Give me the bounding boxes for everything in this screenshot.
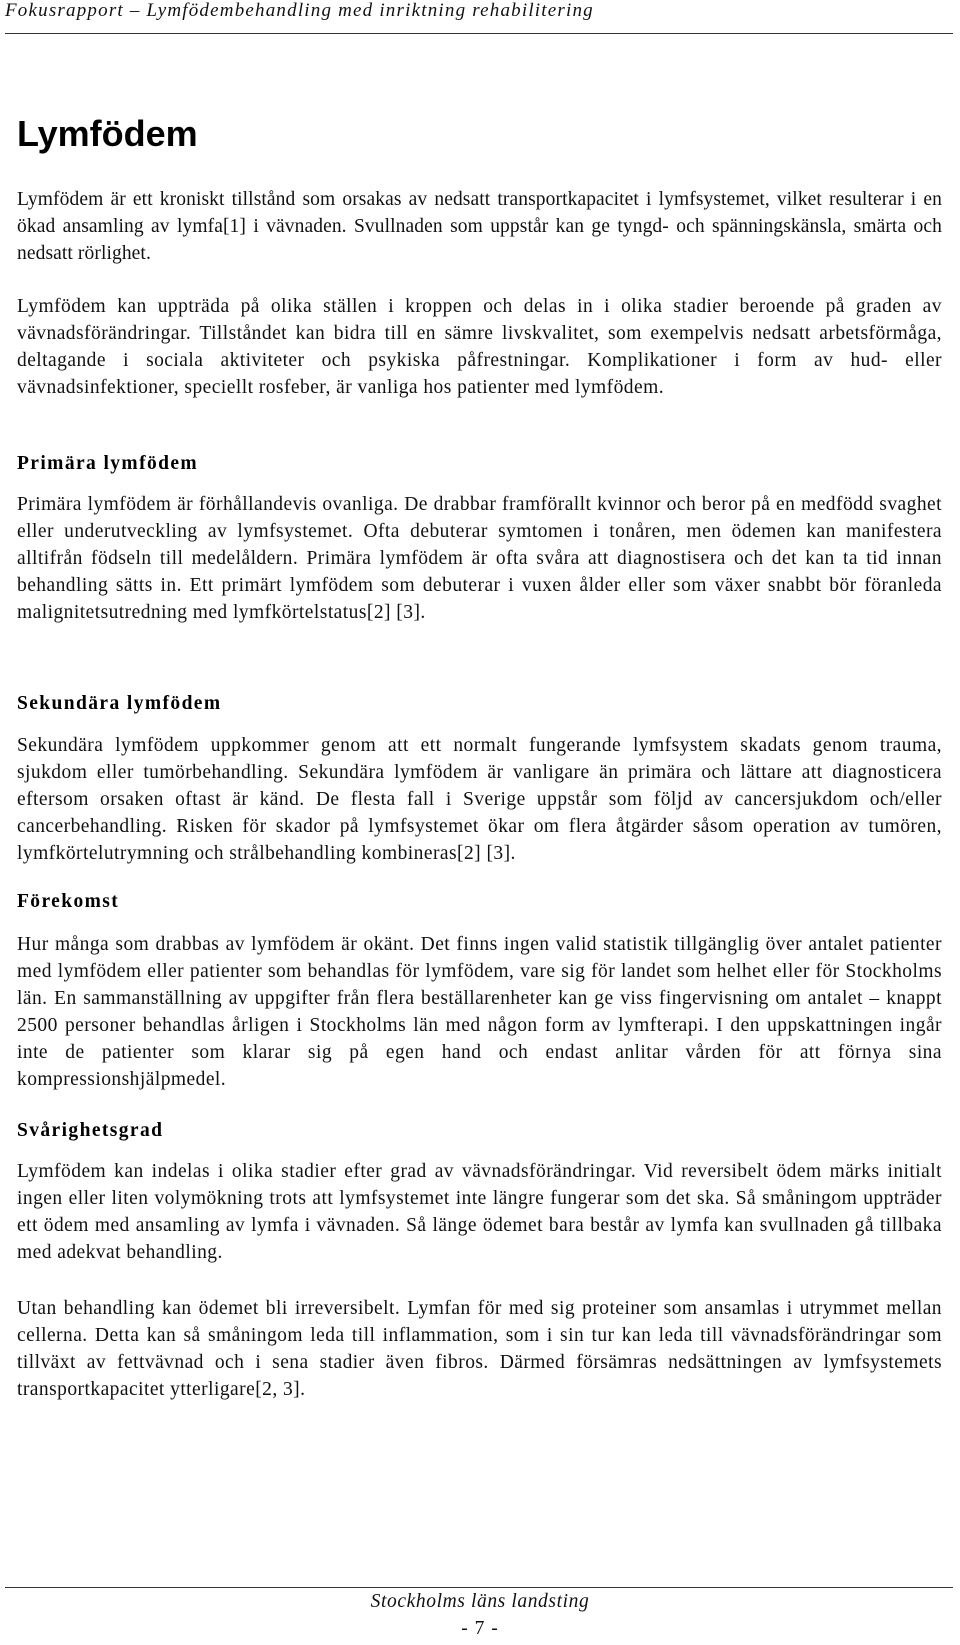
intro-paragraph-1: Lymfödem är ett kroniskt tillstånd som orsakas av nedsatt transportkapacitet i lymfsystemet, vilket resulterar i en ökad ansamling av lymfa[1] i vävnaden. Svullnaden som uppstår kan ge tyngd- och spänningskänsla, smärta och nedsatt rörlighet. [17,189,942,264]
running-header: Fokusrapport – Lymfödembehandling med inriktning rehabilitering [5,0,594,21]
footer-organization: Stockholms läns landsting [370,1591,590,1612]
footer-divider [5,1587,953,1588]
section-heading-primara: Primära lymfödem [17,453,199,474]
page-title: Lymfödem [17,113,198,154]
section-heading-svarighetsgrad: Svårighetsgrad [17,1120,164,1141]
page-number: - 7 - [461,1618,499,1639]
section-text-svarighetsgrad-2: Utan behandling kan ödemet bli irreversibelt. Lymfan för med sig proteiner som ansamlas i utrymmet mellan cellerna. Detta kan så småningom leda till inflammation, som i sin tur kan leda till vävnadsförändringar som tillväxt av fettvävnad och i sena stadier även fibros. Därmed försämras nedsättningen av lymfsystemets transportkapacitet ytterligare[2, 3]. [17,1298,942,1400]
section-text-forekomst: Hur många som drabbas av lymfödem är okänt. Det finns ingen valid statistik tillgänglig över antalet patienter med lymfödem eller patienter som behandlas för lymfödem, vare sig för landet som helhet eller för Stockholms län. En sammanställning av uppgifter från flera beställarenheter kan ge viss fingervisning om antalet – knappt 2500 personer behandlas årligen i Stockholms län med någon form av lymfterapi. I den uppskattningen ingår inte de patienter som klarar sig på egen hand och endast anlitar vården för att förnya sina kompressionshjälpmedel. [17,934,942,1090]
section-text-primara: Primära lymfödem är förhållandevis ovanliga. De drabbar framförallt kvinnor och beror på en medfödd svaghet eller underutveckling av lymfsystemet. Ofta debuterar symtomen i tonåren, men ödemen kan manifestera alltifrån födseln till medelåldern. Primära lymfödem är ofta svåra att diagnostisera och det kan ta tid innan behandling sätts in. Ett primärt lymfödem som debuterar i vuxen ålder eller som växer snabbt bör föranleda malignitetsutredning med lymfkörtelstatus[2] [3]. [17,494,942,623]
section-text-sekundara: Sekundära lymfödem uppkommer genom att ett normalt fungerande lymfsystem skadats genom trauma, sjukdom eller tumörbehandling. Sekundära lymfödem är vanligare än primära och lättare att diagnosticera eftersom orsaken oftast är känd. De flesta fall i Sverige uppstår som följd av cancersjukdom och/eller cancerbehandling. Risken för skador på lymfsystemet ökar om flera åtgärder såsom operation av tumören, lymfkörtelutrymning och strålbehandling kombineras[2] [3]. [17,735,942,864]
header-divider [5,33,953,34]
section-text-svarighetsgrad-1: Lymfödem kan indelas i olika stadier efter grad av vävnadsförändringar. Vid reversibelt ödem märks initialt ingen eller liten volymökning trots att lymfsystemet inte längre fungerar som det ska. Så småningom uppträder ett ödem med ansamling av lymfa i vävnaden. Så länge ödemet bara består av lymfa kan svullnaden gå tillbaka med adekvat behandling. [17,1161,942,1263]
section-heading-forekomst: Förekomst [17,891,120,912]
intro-paragraph-2: Lymfödem kan uppträda på olika ställen i kroppen och delas in i olika stadier beroende på graden av vävnadsförändringar. Tillståndet kan bidra till en sämre livskvalitet, som exempelvis nedsatt arbetsförmåga, deltagande i sociala aktiviteter och psykiska påfrestningar. Komplikationer i form av hud- eller vävnadsinfektioner, speciellt rosfeber, är vanliga hos patienter med lymfödem. [17,296,942,398]
section-heading-sekundara: Sekundära lymfödem [17,693,222,714]
document-body [17,112,942,1403]
